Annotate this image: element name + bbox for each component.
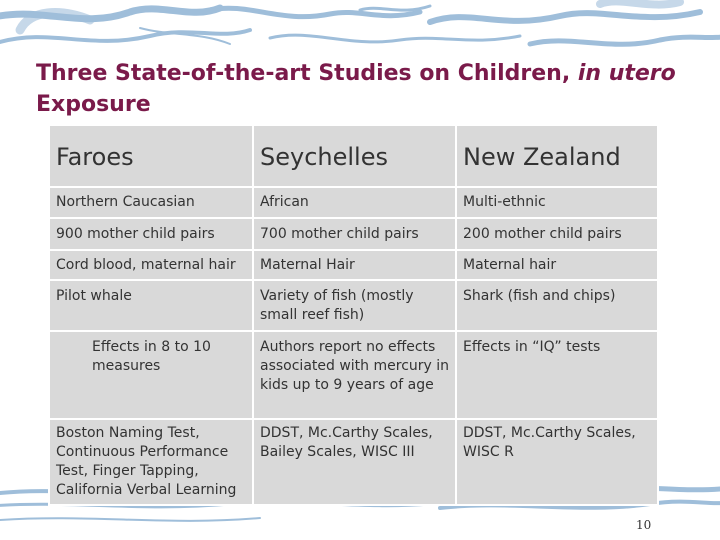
table-row-population [49,187,658,218]
table-cell: DDST, Mc.Carthy Scales, WISC R [456,419,658,505]
header-new-zealand: New Zealand [456,125,658,187]
title-italic-text: in utero [577,61,676,86]
table-row-tests [49,419,658,505]
table-cell: Multi-ethnic [456,187,658,218]
title-text: Three State-of-the-art Studies on Children, [36,61,578,86]
studies-table [48,124,659,506]
table-cell: 200 mother child pairs [456,218,658,250]
table-cell: Boston Naming Test, Continuous Performance Test, Finger Tapping, California Verbal Learning [49,419,253,505]
title-text-line2: Exposure [36,92,151,117]
table-cell: African [253,187,456,218]
page-number: 10 [636,518,652,532]
table-cell: Maternal hair [456,250,658,280]
table-cell: Variety of fish (mostly small reef fish) [253,280,456,331]
table-cell: Shark (fish and chips) [456,280,658,331]
header-faroes: Faroes [49,125,253,187]
table-cell: Authors report no effects associated with mercury in kids up to 9 years of age [253,331,456,419]
table-cell: Northern Caucasian [49,187,253,218]
header-seychelles: Seychelles [253,125,456,187]
table-cell: 900 mother child pairs [49,218,253,250]
table-row-findings [49,331,658,419]
table-cell: 700 mother child pairs [253,218,456,250]
table-cell [49,331,253,419]
table-cell: Cord blood, maternal hair [49,250,253,280]
table-row-exposure-source [49,280,658,331]
table-cell: Maternal Hair [253,250,456,280]
table-header-row [49,125,658,187]
table-cell: Effects in “IQ” tests [456,331,658,419]
table-row-biomarker [49,250,658,280]
table-row-sample-size [49,218,658,250]
table-cell: DDST, Mc.Carthy Scales, Bailey Scales, WISC III [253,419,456,505]
table-cell: Pilot whale [49,280,253,331]
table-cell-text: Effects in 8 to 10 measures [92,339,211,374]
slide-title [36,58,696,120]
